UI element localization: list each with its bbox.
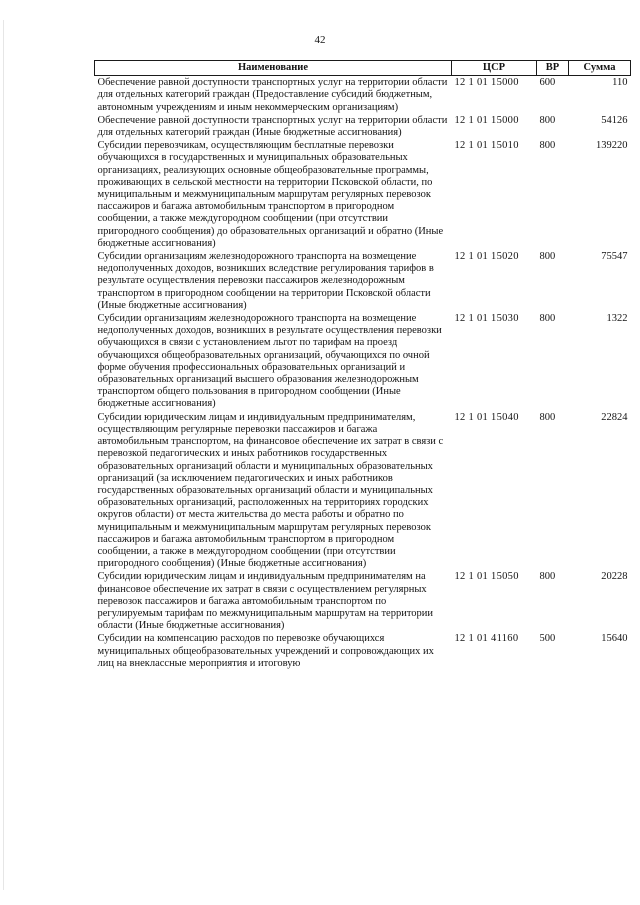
table-row (95, 411, 631, 571)
table-row (95, 250, 631, 312)
row-csr: 12 1 01 15030 (454, 313, 519, 325)
page-number: 42 (314, 34, 326, 46)
row-sum: 1322 (606, 313, 628, 325)
row-vr: 800 (539, 251, 556, 263)
row-name: Субсидии на компенсацию расходов по перевозке обучающихся муниципальных общеобразовательных учреждений и сопровождающих их лиц на внеклассные мероприятия и итоговую (97, 633, 434, 669)
header-row (95, 61, 631, 76)
header-vr: ВР (537, 61, 569, 76)
header-name: Наименование (95, 61, 452, 76)
row-name: Обеспечение равной доступности транспортных услуг на территории области для отдельных категорий граждан (Иные бюджетные ассигнования) (97, 114, 448, 139)
table-row (95, 139, 631, 250)
row-vr: 800 (539, 313, 556, 325)
table-row (95, 312, 631, 411)
row-name: Обеспечение равной доступности транспортных услуг на территории области для отдельных категорий граждан (Предоставление субсидий бюджетным, автономным учреждениям и иным некоммерческим организациям) (97, 77, 448, 113)
table-header (95, 61, 631, 76)
row-sum: 22824 (601, 411, 628, 423)
row-vr: 800 (539, 140, 556, 152)
row-csr: 12 1 01 15020 (454, 251, 519, 263)
row-name: Субсидии организациям железнодорожного транспорта на возмещение недополученных доходов, возникших в результате осуществления перевозки обучающихся в связи с установлением льгот по тарифам на проезд обучающихся общеобразовательных организаций, обучающихся по очной форме обучения профессиональных образовательных организаций и образовательных организаций высшего образования железнодорожным транспортом общего пользования в пригородном сообщении (Иные бюджетные ассигнования) (97, 313, 442, 410)
table-row (95, 570, 631, 632)
row-sum: 20228 (601, 571, 628, 583)
row-csr: 12 1 01 15000 (454, 77, 519, 89)
row-csr: 12 1 01 15050 (454, 571, 519, 583)
header-sum: Сумма (569, 61, 631, 76)
header-csr: ЦСР (452, 61, 537, 76)
row-vr: 500 (539, 633, 556, 645)
row-name: Субсидии организациям железнодорожного транспорта на возмещение недополученных доходов, возникших вследствие регулирования тарифов в результате осуществления перевозки пассажиров железнодорожным транспортом в пригородном сообщении на территории Псковской области (Иные бюджетные ассигнования) (97, 251, 434, 311)
table-row (95, 76, 631, 114)
row-vr: 600 (539, 77, 556, 89)
table-row (95, 114, 631, 139)
row-vr: 800 (539, 114, 556, 126)
row-csr: 12 1 01 15040 (454, 411, 519, 423)
budget-table (94, 60, 631, 670)
row-name: Субсидии перевозчикам, осуществляющим бесплатные перевозки обучающихся в государственных и муниципальных образовательных организациях, реализующих основные общеобразовательные программы, проживающих в сельской местности на территории Псковской области, по муниципальным и межмуниципальным маршрутам регулярных перевозок пассажиров и багажа автомобильным транспортом в пригородном сообщении, а также междугородном сообщении (при отсутствии пригородного сообщения) до образовательных организаций и обратно (Иные бюджетные ассигнования) (97, 140, 444, 249)
row-csr: 12 1 01 41160 (454, 633, 519, 645)
scan-edge-line (3, 20, 4, 890)
row-sum: 75547 (601, 251, 628, 263)
row-csr: 12 1 01 15010 (454, 140, 519, 152)
row-sum: 139220 (596, 140, 628, 152)
table-body (95, 76, 631, 670)
row-sum: 110 (612, 77, 628, 89)
row-name: Субсидии юридическим лицам и индивидуальным предпринимателям, осуществляющим регулярные перевозки пассажиров и багажа автомобильным транспортом, на финансовое обеспечение их затрат в связи с перевозкой педагогических и иных работников государственных образовательных организаций области и муниципальных образовательных организаций (за исключением педагогических и иных работников государственных образовательных организаций области и муниципальных образовательных организаций, расположенных на территориях городских округов области) от места жительства до места работы и обратно по муниципальным и межмуниципальным маршрутам регулярных перевозок пассажиров и багажа автомобильным транспортом в пригородном сообщении, а также в междугородном сообщении (при отсутствии пригородного сообщения) (Иные бюджетные ассигнования) (97, 411, 444, 570)
row-csr: 12 1 01 15000 (454, 114, 519, 126)
row-name: Субсидии юридическим лицам и индивидуальным предпринимателям на финансовое обеспечение их затрат в связи с осуществлением регулярных перевозок пассажиров и багажа автомобильным транспортом по регулируемым тарифам по межмуниципальным маршрутам на территории области (Иные бюджетные ассигнования) (97, 571, 434, 632)
table-row (95, 632, 631, 670)
row-sum: 54126 (601, 114, 628, 126)
row-vr: 800 (539, 411, 556, 423)
row-sum: 15640 (601, 633, 628, 645)
row-vr: 800 (539, 571, 556, 583)
